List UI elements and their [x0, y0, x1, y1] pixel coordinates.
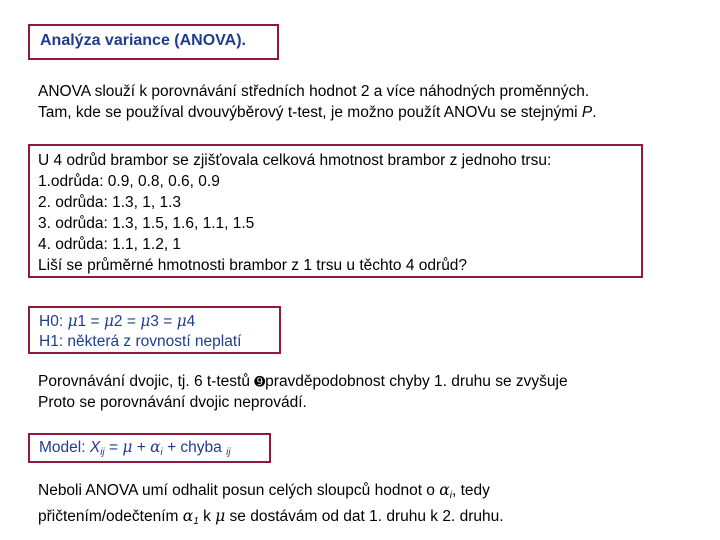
comparison-text-2: pravděpodobnost chyby 1. druhu se zvyšuje: [265, 373, 568, 390]
mu-symbol: μ: [176, 312, 187, 330]
mu-symbol: μ: [140, 312, 151, 330]
model-x-sub: ij: [100, 447, 105, 458]
conclusion-k: k: [198, 508, 216, 525]
arrow-bullet-icon: ➒: [254, 374, 266, 389]
conclusion-text-4: se dostávám od dat 1. druhu k 2. druhu.: [225, 508, 504, 525]
model-x: X: [89, 439, 101, 456]
h0-index-3: 3: [150, 313, 159, 330]
comparison-paragraph: [38, 371, 568, 413]
h1-line: H1: některá z rovností neplatí: [39, 333, 242, 350]
data-line-variety-3: 3. odrůda: 1.3, 1.5, 1.6, 1.1, 1.5: [38, 215, 255, 232]
data-line-variety-1: 1.odrůda: 0.9, 0.8, 0.6, 0.9: [38, 173, 220, 190]
model-eq: =: [104, 439, 123, 456]
model-error: + chyba: [162, 439, 227, 456]
alpha-symbol: α: [150, 438, 161, 456]
alpha-symbol: α: [439, 481, 450, 499]
conclusion-text-2: , tedy: [451, 482, 490, 499]
mu-symbol: μ: [215, 507, 226, 525]
conclusion-line-2: [38, 506, 504, 532]
intro-paragraph: [38, 81, 597, 123]
model-box: [28, 433, 271, 463]
h0-eq: =: [122, 313, 141, 330]
intro-variable-p: P: [581, 104, 593, 121]
h0-label: H0:: [39, 313, 68, 330]
h0-line: [39, 311, 279, 332]
conclusion-line-1: [38, 480, 504, 506]
h0-index-4: 4: [186, 313, 196, 330]
data-box: [28, 144, 643, 278]
comparison-line-2: Proto se porovnávání dvojic neprovádí.: [38, 394, 307, 411]
slide-title: [28, 24, 279, 60]
model-formula: [39, 438, 269, 458]
conclusion-text-3: přičtením/odečtením: [38, 508, 183, 525]
conclusion-text-1: Neboli ANOVA umí odhalit posun celých sloupců hodnot o: [38, 482, 440, 499]
mu-symbol: μ: [122, 438, 133, 456]
intro-line-2-text: Tam, kde se používal dvouvýběrový t-test, je možno použít ANOVu se stejnými: [38, 104, 582, 121]
slide-title-text: Analýza variance (ANOVA).: [40, 32, 246, 49]
data-line-variety-4: 4. odrůda: 1.1, 1.2, 1: [38, 236, 182, 253]
h0-index-2: 2: [113, 313, 123, 330]
comparison-text-1: Porovnávání dvojic, tj. 6 t-testů: [38, 373, 255, 390]
mu-symbol: μ: [67, 312, 78, 330]
alpha-sub: i: [449, 490, 452, 501]
alpha-sub: i: [160, 447, 163, 458]
model-label: Model:: [39, 439, 90, 456]
model-plus: +: [132, 439, 151, 456]
data-line-variety-2: 2. odrůda: 1.3, 1, 1.3: [38, 194, 182, 211]
error-sub: ij: [226, 447, 231, 458]
mu-symbol: μ: [103, 312, 114, 330]
data-line-question: Liší se průměrné hmotnosti brambor z 1 trsu u těchto 4 odrůd?: [38, 257, 468, 274]
h0-eq: =: [86, 313, 104, 330]
data-line-question-intro: U 4 odrůd brambor se zjišťovala celková hmotnost brambor z jednoho trsu:: [38, 152, 552, 169]
h0-eq: =: [158, 313, 177, 330]
h0-index-1: 1: [77, 313, 87, 330]
hypotheses-box: [28, 306, 281, 354]
alpha-sub-1: 1: [193, 516, 199, 527]
conclusion-paragraph: [38, 480, 504, 532]
intro-line-1: ANOVA slouží k porovnávání středních hodnot 2 a více náhodných proměnných.: [38, 83, 590, 100]
intro-line-2: [38, 102, 597, 123]
alpha-symbol: α: [182, 507, 194, 525]
comparison-line-1: [38, 371, 568, 392]
intro-line-2-end: .: [592, 104, 597, 121]
